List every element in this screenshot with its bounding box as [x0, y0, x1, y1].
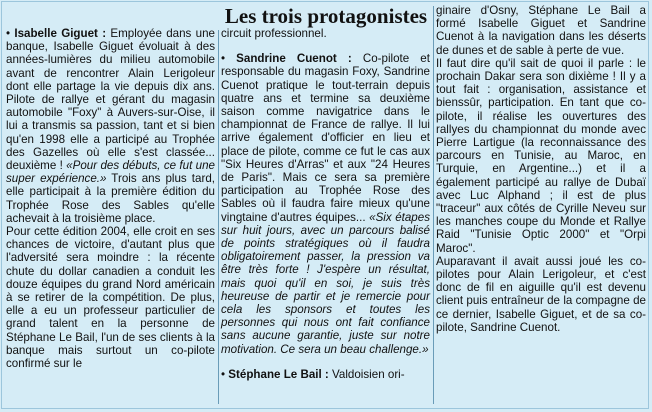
paragraph-dakar: Il faut dire qu'il sait de quoi il parle : le prochain Dakar sera son dixième ! Il y a tout fait : organisation, assistance et bienssûr, participation. En tant que co-pilote, il réalise les ouvertures des rallyes du championnat du monde avec Pierre Lartigue (la reconnaissance des parcours en Tunisie, au Maroc, en Turquie, en Argentine...) et il a également participé au rallye de Dubaï avec Luc Alphand ; il est de plus "traceur" aux côtés de Cyrille Neveu sur les manches coupe du Monde et Rallye Raid "Tunisie Optic 2000" et "Orpi Maroc". — [436, 56, 646, 255]
article-column-1 — [6, 27, 215, 370]
quote: «Pour des débuts, ce fut une super expérience.» — [6, 159, 215, 186]
paragraph-text: Co-pilote et responsable du magasin Foxy, Sandrine Cuenot pratique le tout-terrain depuis quatre ans et termine sa deuxième saison comme navigatrice dans le championnat de France de rallye. Il lui arrive également d'officier en lieu et place de pilote, comme ce fut le cas aux "Six Heures d'Arras" et aux "24 Heures de Paris". Mais ce sera sa première participation au Trophée Rose des Sables où il faudra faire mieux qu'une vingtaine d'autres équipes... — [221, 52, 430, 224]
person-name-sandrine: Sandrine Cuenot : — [236, 52, 352, 66]
quote: «Six étapes sur huit jours, avec un parcours balisé de points stratégiques où il faudra obligatoirement passer, la pression va être très forte ! J'espère un résultat, mais quoi qu'il en soi, je suis très heureuse de partir et je remercie pour cela les sponsors et toutes les personnes qui nous ont fait confiance sans aucune garantie, juste sur notre motivation. Ce sera un beau challenge.» — [221, 210, 431, 356]
paragraph-text: Valdoisien ori- — [328, 367, 405, 381]
column-divider — [218, 30, 219, 404]
bullet: • — [6, 27, 11, 40]
paragraph-continuation: circuit professionnel. — [221, 27, 327, 40]
person-name-stephane: Stéphane Le Bail : — [228, 367, 329, 381]
article-column-3 — [436, 4, 646, 334]
bullet: • — [221, 367, 226, 381]
paragraph-auparavant: Auparavant il avait aussi joué les co-pilotes pour Alain Lerigoleur, et c'est donc de fil en aiguille qu'il est devenu client puis entraîneur de la compagne de ce dernier, Isabelle Giguet, et de sa co-pilote, Sandrine Cuenot. — [436, 254, 646, 334]
paragraph-text: Employée dans une banque, Isabelle Giguet évoluait à des années-lumières du milieu automobile avant de rencontrer Alain Lerigoleur dont elle partage la vie depuis dix ans. Pilote de rallye et gérant du magasin automobile "Foxy" à Auvers-sur-Oise, il lui a transmis sa passion, tant et si bien qu'en 1998 elle a participé au Trophée des Gazelles où elle s'est classée... deuxième ! — [6, 27, 215, 173]
article-title: Les trois protagonistes — [224, 4, 428, 28]
paragraph-isabelle-giguet — [6, 27, 215, 225]
paragraph-edition-2004: Pour cette édition 2004, elle croit en ses chances de victoire, d'autant plus que l'adversité sera moindre : la récente chute du dollar canadien a conduit les douze équipes du grand Nord américain à se retirer de la compétition. De plus, elle a eu un professeur particulier de grand talent en la personne de Stéphane Le Bail, l'un de ses clients à la banque mais surtout un co-pilote confirmé sur le — [6, 225, 215, 371]
paragraph-text: Trois ans plus tard, elle participait à la première édition du Trophée Rose des Sables qu'elle achevait à la troisième place. — [6, 172, 215, 225]
article-column-2 — [221, 27, 430, 381]
paragraph-stephane-le-bail — [221, 368, 430, 381]
column-divider — [433, 6, 434, 404]
bullet: • — [221, 52, 226, 66]
person-name-isabelle: Isabelle Giguet : — [14, 27, 107, 40]
paragraph-stephane-training: ginaire d'Osny, Stéphane Le Bail a formé Isabelle Giguet et Sandrine Cuenot à la navigation dans les déserts de dunes et de sable à perte de vue. — [436, 4, 646, 57]
paragraph-sandrine-cuenot — [221, 52, 430, 356]
